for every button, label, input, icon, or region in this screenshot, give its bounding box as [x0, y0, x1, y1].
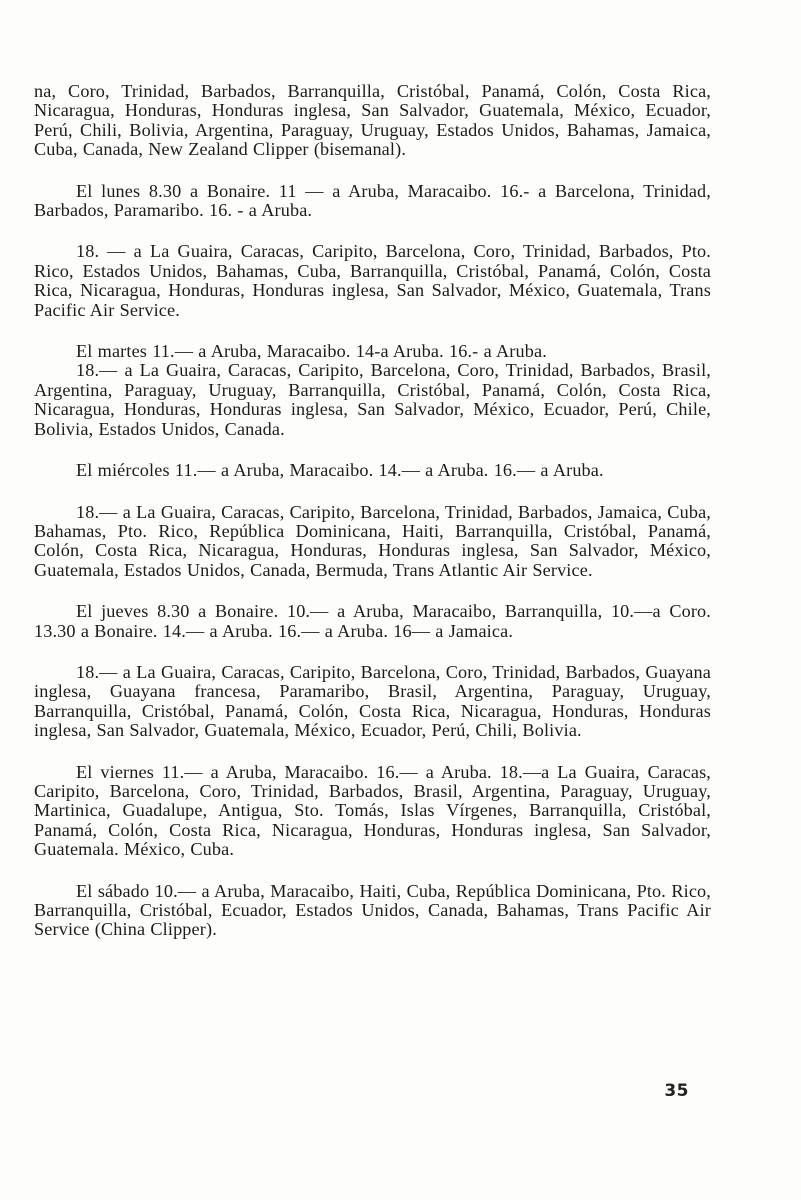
paragraph-lunes-18: 18. — a La Guaira, Caracas, Caripito, Barcelona, Coro, Trinidad, Barbados, Pto. Rico, Estados Unidos, Bahamas, Cuba, Barranquilla, Cristóbal, Panamá, Colón, Costa Rica, Nicaragua, Honduras, Honduras inglesa, San Salvador, México, Guatemala, Trans Pacific Air Service. — [34, 241, 711, 320]
paragraph-miercoles: El miércoles 11.— a Aruba, Maracaibo. 14.— a Aruba. 16.— a Aruba. — [76, 460, 604, 481]
paragraph-jueves-18: 18.— a La Guaira, Caracas, Caripito, Barcelona, Coro, Trinidad, Barbados, Guayana inglesa, Guayana francesa, Paramaribo, Brasil, Argentina, Paraguay, Uruguay, Barranquilla, Cristóbal, Panamá, Colón, Costa Rica, Nicaragua, Honduras, Honduras inglesa, San Salvador, Guatemala, México, Ecuador, Perú, Chili, Bolivia. — [34, 661, 711, 741]
paragraph-lunes: El lunes 8.30 a Bonaire. 11 — a Aruba, Maracaibo. 16.- a Barcelona, Trinidad, Barbados, Paramaribo. 16. - a Aruba. — [34, 180, 711, 221]
paragraph-continuation: na, Coro, Trinidad, Barbados, Barranquilla, Cristóbal, Panamá, Colón, Costa Rica, Nicaragua, Honduras, Honduras inglesa, San Salvador, Guatemala, México, Ecuador, Perú, Chili, Bolivia, Argentina, Paraguay, Uruguay, Estados Unidos, Bahamas, Jamaica, Cuba, Canada, New Zealand Clipper (bisemanal). — [34, 81, 711, 160]
paragraph-martes-18: 18.— a La Guaira, Caracas, Caripito, Barcelona, Coro, Trinidad, Barbados, Brasil, Argentina, Paraguay, Uruguay, Barranquilla, Cristóbal, Panamá, Colón, Costa Rica, Nicaragua, Honduras, Honduras inglesa, San Salvador, México, Ecuador, Perú, Chile, Bolivia, Estados Unidos, Canada. — [34, 360, 711, 439]
paragraph-martes: El martes 11.— a Aruba, Maracaibo. 14-a Aruba. 16.- a Aruba. — [76, 341, 547, 362]
paragraph-jueves: El jueves 8.30 a Bonaire. 10.— a Aruba, Maracaibo, Barranquilla, 10.—a Coro. 13.30 a Bonaire. 14.— a Aruba. 16.— a Aruba. 16— a Jamaica. — [34, 601, 711, 641]
paragraph-viernes: El viernes 11.— a Aruba, Maracaibo. 16.— a Aruba. 18.—a La Guaira, Caracas, Caripito, Barcelona, Coro, Trinidad, Barbados, Brasil, Argentina, Paraguay, Uruguay, Martinica, Guadalupe, Antigua, Sto. Tomás, Islas Vírgenes, Barranquilla, Cristóbal, Panamá, Colón, Costa Rica, Nicaragua, Honduras, Honduras inglesa, San Salvador, Guatemala. México, Cuba. — [34, 761, 711, 860]
paragraph-sabado: El sábado 10.— a Aruba, Maracaibo, Haiti, Cuba, República Dominicana, Pto. Rico, Barranquilla, Cristóbal, Ecuador, Estados Unidos, Canada, Bahamas, Trans Pacific Air Service (China Clipper). — [34, 880, 711, 940]
page-number: 35 — [664, 1081, 689, 1101]
body-text — [34, 82, 711, 940]
paragraph-miercoles-18: 18.— a La Guaira, Caracas, Caripito, Barcelona, Trinidad, Barbados, Jamaica, Cuba, Bahamas, Pto. Rico, República Dominicana, Haiti, Barranquilla, Cristóbal, Panamá, Colón, Costa Rica, Nicaragua, Honduras, Honduras inglesa, San Salvador, México, Guatemala, Estados Unidos, Canada, Bermuda, Trans Atlantic Air Service. — [34, 501, 711, 580]
